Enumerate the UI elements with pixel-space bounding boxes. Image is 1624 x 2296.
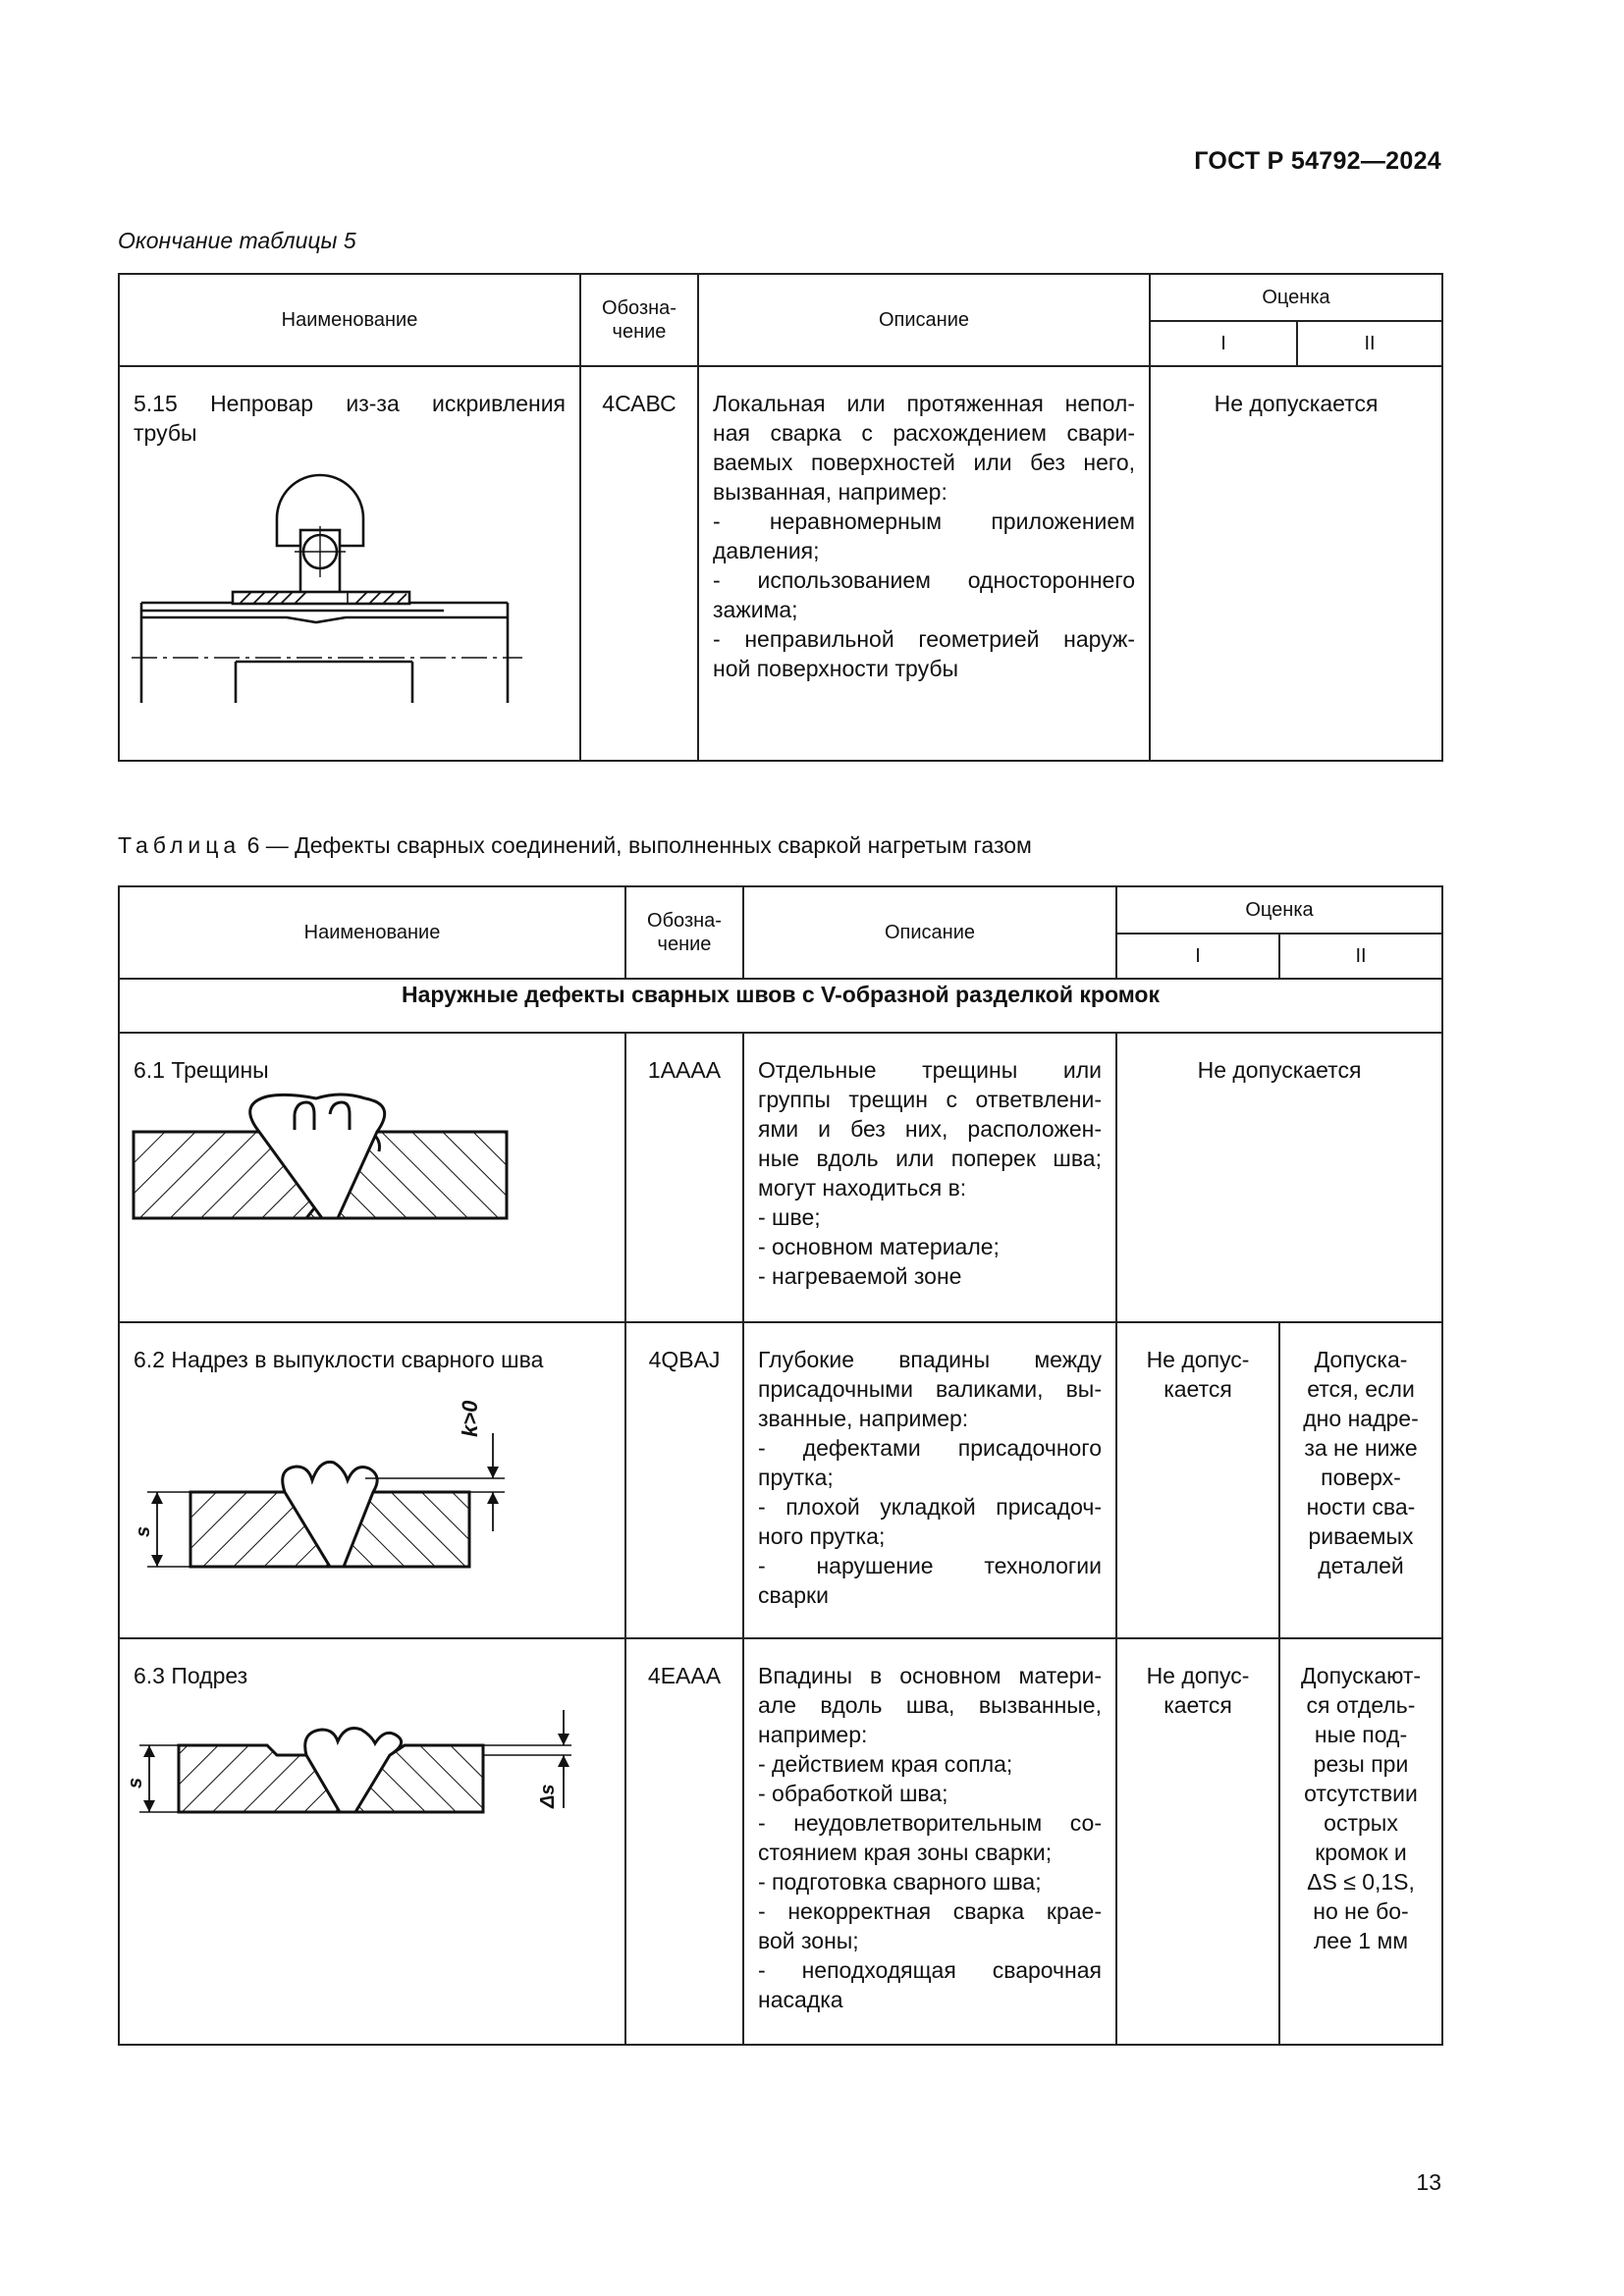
desc-line: - неправильной геометрией наруж-	[713, 626, 1135, 652]
desc-line: вызванная, например:	[713, 479, 947, 505]
table6-caption-prefix: Таблица	[118, 832, 242, 858]
col-header-grade-2: II	[1279, 934, 1442, 979]
desc-line: сварки	[758, 1582, 829, 1608]
section-title: Наружные дефекты сварных швов с V-образной разделкой кромок	[119, 979, 1442, 1033]
row-6-3-grade-2-cell	[1279, 1638, 1442, 2045]
table5	[118, 273, 1443, 762]
grade-line: Допуска-	[1314, 1347, 1408, 1372]
col-header-code-l2: чение	[657, 934, 712, 955]
desc-line: - основном материале;	[758, 1234, 1000, 1259]
row-5-15-description	[699, 367, 1149, 695]
grade-line: кается	[1164, 1692, 1232, 1718]
desc-line: ями и без них, расположен-	[758, 1116, 1102, 1142]
row-6-2-code: 4QBAJ	[648, 1347, 721, 1372]
row-6-1-grade-cell	[1116, 1033, 1442, 1322]
row-6-2-description-cell	[743, 1322, 1116, 1638]
desc-line: прутка;	[758, 1465, 834, 1490]
col-header-code-l1: Обозна-	[647, 910, 722, 932]
table6-caption	[118, 832, 1032, 859]
row-6-3-grade-1-cell	[1116, 1638, 1279, 2045]
row-6-3-name: 6.3 Подрез	[134, 1663, 248, 1688]
col-header-code-l1: Обозна-	[602, 297, 677, 319]
grade-line: за не ниже	[1304, 1435, 1418, 1461]
col-header-name: Наименование	[119, 274, 580, 366]
col-header-grade-1: I	[1116, 934, 1279, 979]
fig-label-s: s	[125, 1777, 146, 1789]
col-header-description: Описание	[743, 886, 1116, 979]
desc-line: ной поверхности трубы	[713, 656, 959, 681]
row-6-1-name: 6.1 Трещины	[134, 1057, 269, 1083]
row-6-1-code-cell	[625, 1033, 743, 1322]
row-5-15-code: 4САВС	[602, 391, 677, 416]
col-header-code-l2: чение	[612, 321, 667, 343]
col-header-grade: Оценка	[1116, 886, 1442, 934]
row-6-3-code: 4ЕААА	[647, 1663, 722, 1688]
grade-line: резы при	[1313, 1751, 1409, 1777]
grade-line: поверх-	[1321, 1465, 1401, 1490]
desc-line: - шве;	[758, 1204, 821, 1230]
desc-line: але вдоль шва, вызванные,	[758, 1692, 1102, 1718]
grade-line: кается	[1164, 1376, 1232, 1402]
desc-line: ные вдоль или поперек шва;	[758, 1146, 1102, 1171]
desc-line: званные, например:	[758, 1406, 969, 1431]
row-5-15-name	[120, 367, 579, 448]
col-header-code	[625, 886, 743, 979]
grade-line: острых	[1324, 1810, 1398, 1836]
table5-continuation-title: Окончание таблицы 5	[118, 228, 356, 253]
row-6-2-name-cell	[119, 1322, 625, 1638]
row-5-15-description-cell	[698, 366, 1150, 761]
grade-line: но не бо-	[1313, 1898, 1409, 1924]
grade-line: ся отдель-	[1306, 1692, 1416, 1718]
crack-figure	[120, 1085, 623, 1222]
grade-line: ется, если	[1307, 1376, 1415, 1402]
fig-label-s: s	[133, 1525, 154, 1537]
desc-line: зажима;	[713, 597, 798, 622]
desc-line: Локальная или протяженная непол-	[713, 391, 1135, 416]
undercut-figure	[120, 1690, 623, 1818]
desc-line: - использованием одностороннего	[713, 567, 1135, 593]
row-6-3-description	[744, 1639, 1115, 2026]
col-header-code	[580, 274, 698, 366]
desc-line: - плохой укладкой присадоч-	[758, 1494, 1102, 1520]
pipe-lack-of-fusion-figure	[120, 448, 577, 703]
desc-line: Впадины в основном матери-	[758, 1663, 1102, 1688]
col-header-grade-2: II	[1297, 321, 1442, 366]
row-6-1-code: 1АААА	[647, 1057, 722, 1083]
row-6-3-description-cell	[743, 1638, 1116, 2045]
desc-line: группы трещин с ответвлени-	[758, 1087, 1102, 1112]
row-6-3-grade-2	[1280, 1639, 1441, 1955]
desc-line: - обработкой шва;	[758, 1781, 948, 1806]
grade-line: ные под-	[1314, 1722, 1408, 1747]
grade-line: ности сва-	[1306, 1494, 1416, 1520]
row-5-15-grade-cell	[1150, 366, 1442, 761]
grade-line: дно надре-	[1303, 1406, 1419, 1431]
row-6-2-grade-2-cell	[1279, 1322, 1442, 1638]
desc-line: - подготовка сварного шва;	[758, 1869, 1042, 1895]
desc-line: стоянием края зоны сварки;	[758, 1840, 1053, 1865]
row-6-1-description	[744, 1034, 1115, 1303]
desc-line: - дефектами присадочного	[758, 1435, 1102, 1461]
desc-line: ная сварка с расхождением свари-	[713, 420, 1135, 446]
col-header-description: Описание	[698, 274, 1150, 366]
document-code: ГОСТ Р 54792—2024	[1194, 147, 1441, 175]
col-header-grade: Оценка	[1150, 274, 1442, 321]
desc-line: - неравномерным приложением	[713, 508, 1135, 534]
desc-line: могут находиться в:	[758, 1175, 967, 1201]
grade-line: кромок и	[1315, 1840, 1407, 1865]
row-6-3-grade-1	[1117, 1639, 1278, 1720]
desc-line: насадка	[758, 1987, 843, 2012]
col-header-grade-1: I	[1150, 321, 1297, 366]
desc-line: вой зоны;	[758, 1928, 859, 1953]
desc-line: - некорректная сварка крае-	[758, 1898, 1102, 1924]
row-6-1-name-cell	[119, 1033, 625, 1322]
row-6-1-grade: Не допускается	[1197, 1057, 1362, 1083]
desc-line: например:	[758, 1722, 868, 1747]
desc-line: давления;	[713, 538, 820, 563]
grade-line: риваемых	[1308, 1523, 1414, 1549]
desc-line: присадочными валиками, вы-	[758, 1376, 1102, 1402]
desc-line: - нагреваемой зоне	[758, 1263, 962, 1289]
desc-line: Глубокие впадины между	[758, 1347, 1102, 1372]
row-6-1-description-cell	[743, 1033, 1116, 1322]
grade-line: лее 1 мм	[1313, 1928, 1409, 1953]
row-6-3-name-cell	[119, 1638, 625, 2045]
table6-caption-text: 6 — Дефекты сварных соединений, выполненных сваркой нагретым газом	[246, 832, 1032, 858]
grade-line: Не допус-	[1146, 1663, 1250, 1688]
col-header-name: Наименование	[119, 886, 625, 979]
page-number: 13	[1416, 2169, 1441, 2195]
row-6-3-code-cell	[625, 1638, 743, 2045]
desc-line: ваемых поверхностей или без него,	[713, 450, 1135, 475]
row-5-15-name-line1: 5.15 Непровар из-за искривления	[134, 391, 566, 416]
row-5-15-name-line2: трубы	[134, 420, 197, 446]
row-6-2-grade-1-cell	[1116, 1322, 1279, 1638]
row-6-2-code-cell	[625, 1322, 743, 1638]
grade-line: Допускают-	[1300, 1663, 1422, 1688]
row-6-2-description	[744, 1323, 1115, 1622]
desc-line: - действием края сопла;	[758, 1751, 1013, 1777]
grade-line: деталей	[1318, 1553, 1404, 1578]
desc-line: Отдельные трещины или	[758, 1057, 1102, 1083]
row-6-2-grade-1	[1117, 1323, 1278, 1404]
desc-line: ного прутка;	[758, 1523, 886, 1549]
grade-line: отсутствии	[1304, 1781, 1418, 1806]
row-5-15-code-cell	[580, 366, 698, 761]
row-6-2-grade-2	[1280, 1323, 1441, 1580]
fig-label-k: k>0	[458, 1400, 482, 1437]
table6	[118, 885, 1443, 2046]
row-5-15-grade: Не допускается	[1214, 391, 1379, 416]
grade-line: Не допус-	[1146, 1347, 1250, 1372]
desc-line: - неподходящая сварочная	[758, 1957, 1102, 1983]
fig-label-ds: Δs	[537, 1784, 559, 1808]
desc-line: - неудовлетворительным со-	[758, 1810, 1102, 1836]
notch-in-reinforcement-figure	[120, 1374, 623, 1571]
grade-line: ΔS ≤ 0,1S,	[1307, 1869, 1415, 1895]
desc-line: - нарушение технологии	[758, 1553, 1102, 1578]
row-5-15-name-cell	[119, 366, 580, 761]
row-6-2-name: 6.2 Надрез в выпуклости сварного шва	[134, 1347, 544, 1372]
